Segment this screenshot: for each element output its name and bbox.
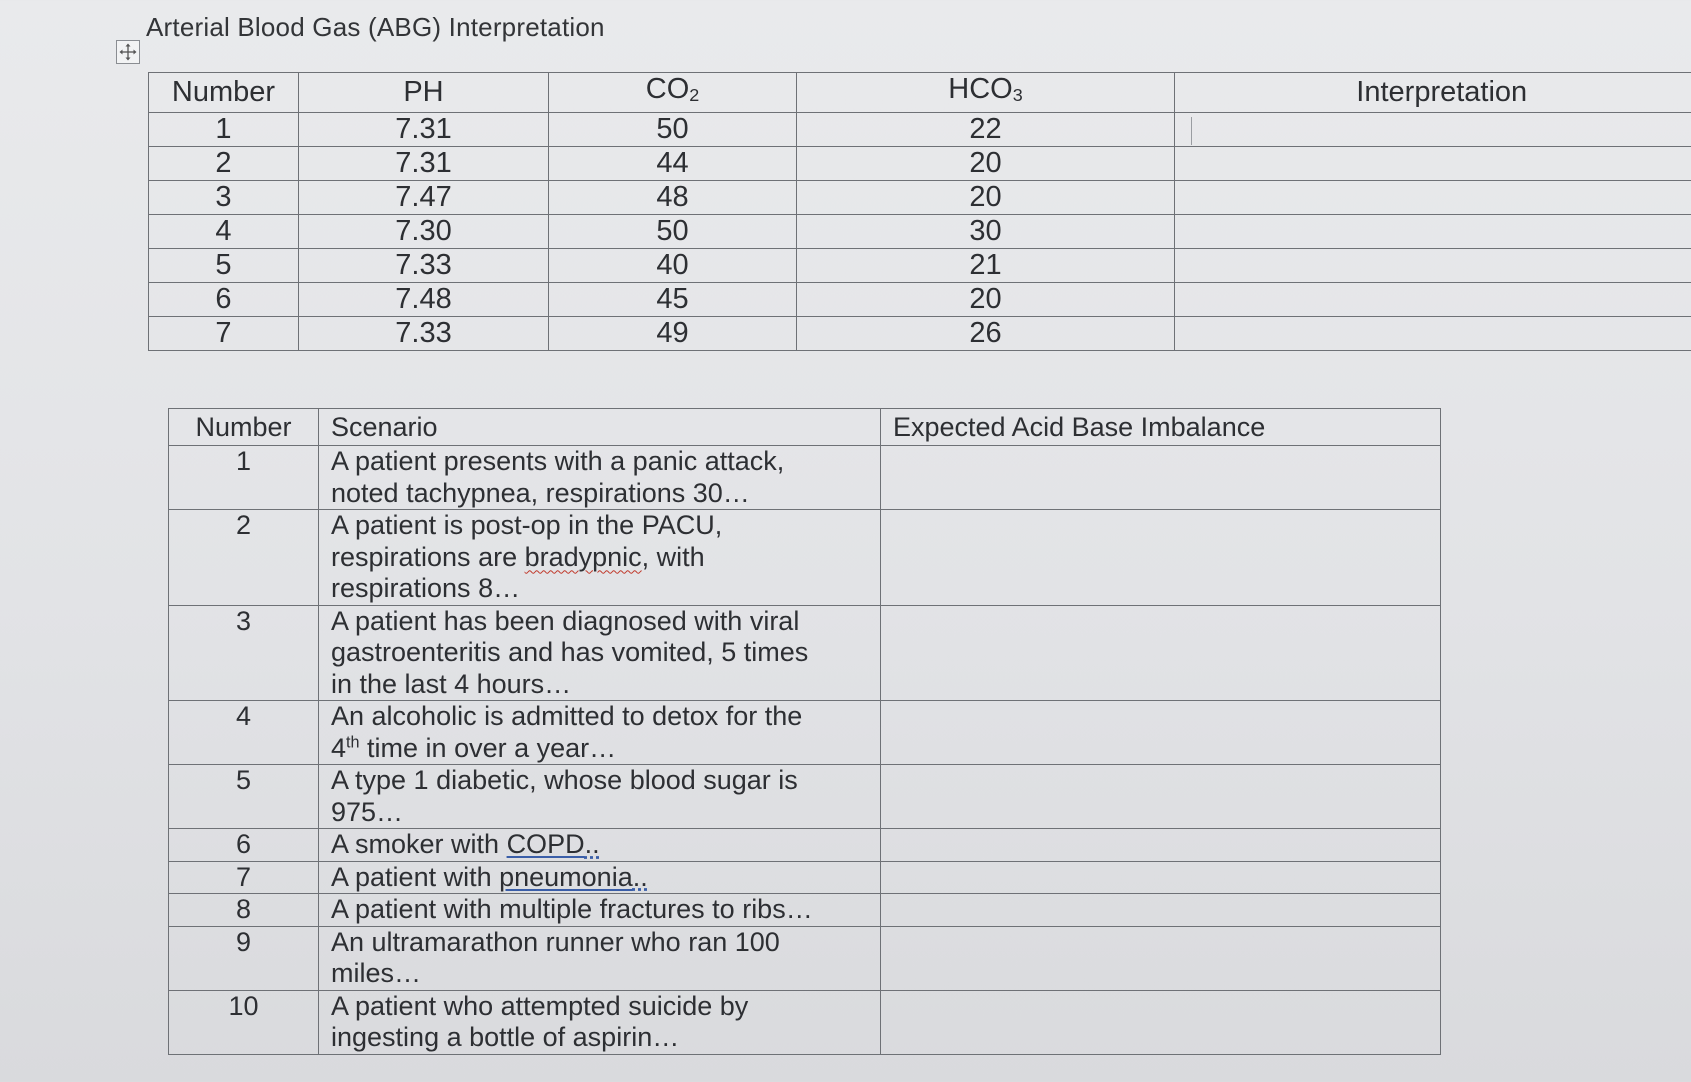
abg-row — [149, 283, 1691, 317]
scenario-row — [169, 894, 1441, 927]
spellcheck-flagged-word[interactable]: bradypnic — [524, 541, 642, 572]
scenario-row — [169, 446, 1441, 510]
abg-cell-interpretation[interactable] — [1175, 113, 1691, 147]
scenario-cell-expected[interactable] — [881, 605, 1441, 701]
scenario-cell-text — [319, 926, 881, 990]
scenario-text-line: ingesting a bottle of aspirin… — [331, 1022, 680, 1052]
abg-cell-hco3: 20 — [797, 283, 1175, 317]
abg-cell-number: 6 — [149, 283, 299, 317]
move-cross-arrows-icon — [119, 43, 137, 61]
scenario-cell-expected[interactable] — [881, 829, 1441, 862]
scenario-text-line: A patient who attempted suicide by — [331, 990, 749, 1021]
scenario-cell-expected[interactable] — [881, 894, 1441, 927]
abg-cell-number: 1 — [149, 113, 299, 147]
abg-header-interpretation: Interpretation — [1175, 73, 1691, 113]
abg-header-hco3: $HCO_3$ — [797, 73, 1175, 113]
scenario-row — [169, 990, 1441, 1054]
scenario-cell-expected[interactable] — [881, 861, 1441, 894]
scenario-row — [169, 510, 1441, 606]
abg-row — [149, 249, 1691, 283]
scenario-cell-expected[interactable] — [881, 990, 1441, 1054]
scenario-cell-text — [319, 829, 881, 862]
scenario-cell-text — [319, 861, 881, 894]
abg-cell-number: 5 — [149, 249, 299, 283]
abg-cell-hco3: 20 — [797, 147, 1175, 181]
grammar-flagged-word[interactable]: COPD — [506, 829, 585, 859]
abg-cell-co2: 45 — [549, 283, 797, 317]
scenario-text-line: A smoker with COPD.. — [331, 829, 600, 859]
scenario-header-number: Number — [169, 409, 319, 446]
scenario-text-line: A type 1 diabetic, whose blood sugar is — [331, 765, 798, 795]
scenario-cell-number: 7 — [169, 861, 319, 894]
scenario-text-line: respirations are bradypnic, with — [331, 541, 705, 572]
abg-cell-number: 3 — [149, 181, 299, 215]
abg-cell-co2: 50 — [549, 215, 797, 249]
scenario-row — [169, 926, 1441, 990]
scenario-text-line: noted tachypnea, respirations 30… — [331, 477, 750, 508]
scenario-text-line: respirations 8… — [331, 573, 521, 603]
scenario-cell-text — [319, 701, 881, 765]
scenario-text-line: A patient with multiple fractures to ribs… — [331, 894, 813, 924]
scenario-row — [169, 765, 1441, 829]
abg-cell-co2: 40 — [549, 249, 797, 283]
abg-cell-number: 2 — [149, 147, 299, 181]
abg-cell-hco3: 21 — [797, 249, 1175, 283]
scenario-cell-expected[interactable] — [881, 765, 1441, 829]
abg-cell-number: 4 — [149, 215, 299, 249]
abg-cell-interpretation[interactable] — [1175, 147, 1691, 181]
abg-cell-hco3: 20 — [797, 181, 1175, 215]
abg-row — [149, 317, 1691, 351]
table-move-handle[interactable] — [116, 40, 140, 64]
scenario-cell-text — [319, 894, 881, 927]
abg-cell-interpretation[interactable] — [1175, 215, 1691, 249]
scenario-row — [169, 829, 1441, 862]
scenario-cell-expected[interactable] — [881, 510, 1441, 606]
abg-cell-co2: 50 — [549, 113, 797, 147]
scenario-cell-number: 2 — [169, 510, 319, 606]
abg-header-ph: PH — [299, 73, 549, 113]
abg-cell-ph: 7.30 — [299, 215, 549, 249]
abg-table — [148, 72, 1691, 351]
abg-cell-interpretation[interactable] — [1175, 249, 1691, 283]
scenario-cell-number: 4 — [169, 701, 319, 765]
scenario-cell-text — [319, 765, 881, 829]
abg-cell-interpretation[interactable] — [1175, 283, 1691, 317]
abg-cell-hco3: 26 — [797, 317, 1175, 351]
abg-row — [149, 113, 1691, 147]
scenario-text-line: An ultramarathon runner who ran 100 — [331, 926, 780, 957]
scenario-cell-number: 8 — [169, 894, 319, 927]
scenario-row — [169, 605, 1441, 701]
scenario-text-line: A patient presents with a panic attack, — [331, 446, 785, 476]
abg-cell-ph: 7.31 — [299, 147, 549, 181]
grammar-flagged-word[interactable]: pneumonia — [499, 861, 633, 892]
abg-header-number: Number — [149, 73, 299, 113]
document-title: Arterial Blood Gas (ABG) Interpretation — [146, 12, 605, 42]
scenario-row — [169, 861, 1441, 894]
abg-cell-interpretation[interactable] — [1175, 317, 1691, 351]
scenario-text-line: gastroenteritis and has vomited, 5 times — [331, 637, 809, 667]
abg-cell-number: 7 — [149, 317, 299, 351]
abg-cell-co2: 49 — [549, 317, 797, 351]
abg-row — [149, 181, 1691, 215]
abg-cell-hco3: 22 — [797, 113, 1175, 147]
scenario-text-line: A patient with pneumonia.. — [331, 861, 648, 892]
abg-cell-ph: 7.33 — [299, 249, 549, 283]
scenario-text-line: in the last 4 hours… — [331, 668, 572, 699]
scenario-text-line: 975… — [331, 796, 404, 827]
abg-header-row — [149, 73, 1691, 113]
scenario-text-line: miles… — [331, 958, 422, 988]
scenario-cell-number: 10 — [169, 990, 319, 1054]
abg-cell-co2: 44 — [549, 147, 797, 181]
scenario-table — [168, 408, 1441, 1055]
abg-row — [149, 147, 1691, 181]
abg-cell-hco3: 30 — [797, 215, 1175, 249]
scenario-header-expected: Expected Acid Base Imbalance — [881, 409, 1441, 446]
scenario-text-line: An alcoholic is admitted to detox for the — [331, 701, 803, 731]
scenario-text-line: 4th time in over a year… — [331, 732, 617, 763]
abg-cell-ph: 7.47 — [299, 181, 549, 215]
scenario-header-scenario: Scenario — [319, 409, 881, 446]
abg-row — [149, 215, 1691, 249]
scenario-cell-text — [319, 446, 881, 510]
scenario-cell-number: 6 — [169, 829, 319, 862]
scenario-row — [169, 701, 1441, 765]
scenario-cell-expected[interactable] — [881, 926, 1441, 990]
scenario-cell-expected[interactable] — [881, 446, 1441, 510]
abg-cell-ph: 7.48 — [299, 283, 549, 317]
scenario-cell-text — [319, 605, 881, 701]
abg-cell-ph: 7.33 — [299, 317, 549, 351]
scenario-cell-text — [319, 510, 881, 606]
scenario-cell-number: 3 — [169, 605, 319, 701]
scenario-text-line: A patient has been diagnosed with viral — [331, 605, 800, 636]
scenario-cell-number: 5 — [169, 765, 319, 829]
scenario-cell-expected[interactable] — [881, 701, 1441, 765]
scenario-cell-number: 9 — [169, 926, 319, 990]
scenario-header-row — [169, 409, 1441, 446]
abg-cell-co2: 48 — [549, 181, 797, 215]
abg-cell-interpretation[interactable] — [1175, 181, 1691, 215]
scenario-cell-text — [319, 990, 881, 1054]
scenario-text-line: A patient is post-op in the PACU, — [331, 510, 723, 540]
abg-cell-ph: 7.31 — [299, 113, 549, 147]
abg-header-co2: $CO_2$ — [549, 73, 797, 113]
scenario-cell-number: 1 — [169, 446, 319, 510]
